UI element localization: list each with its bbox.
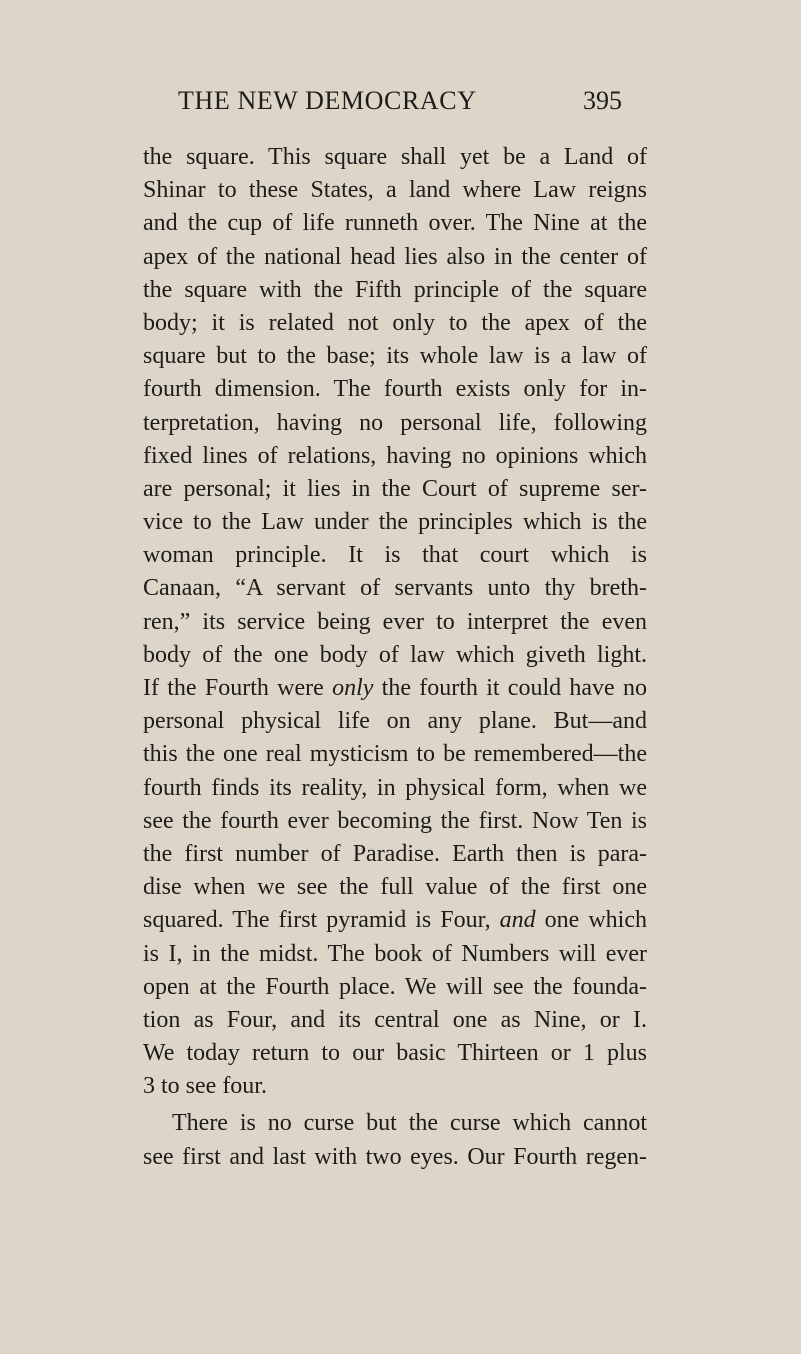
text-segment: one which <box>535 907 647 934</box>
text-line: terpretation, having no personal life, following <box>143 409 647 436</box>
text-line: personal physical life on any plane. But—and <box>143 708 647 735</box>
paragraph-2 <box>143 1107 647 1173</box>
text-line: is I, in the midst. The book of Numbers will ever <box>143 940 647 967</box>
body-text <box>143 141 647 1174</box>
text-line: the square. This square shall yet be a Land of <box>143 144 647 170</box>
text-line: fourth dimension. The fourth exists only for in- <box>143 376 647 403</box>
text-line: apex of the national head lies also in the center of <box>143 243 647 270</box>
text-line: tion as Four, and its central one as Nine, or I. <box>143 1006 647 1033</box>
text-line: the square with the Fifth principle of the square <box>143 276 647 303</box>
text-line: dise when we see the full value of the first one <box>143 874 647 901</box>
text-line: the first number of Paradise. Earth then is para- <box>143 840 647 867</box>
text-line: woman principle. It is that court which is <box>143 542 647 569</box>
running-head: THE NEW DEMOCRACY <box>178 86 477 115</box>
text-segment: the fourth it could have no <box>373 675 647 701</box>
text-line-with-italic <box>143 672 647 705</box>
text-line: are personal; it lies in the Court of supreme ser- <box>143 475 647 502</box>
text-line: this the one real mysticism to be remembered—the <box>143 741 647 768</box>
text-line: Shinar to these States, a land where Law reigns <box>143 177 647 204</box>
text-line: We today return to our basic Thirteen or 1 plus <box>143 1040 647 1067</box>
italic-word: and <box>499 907 536 934</box>
text-line: fourth finds its reality, in physical form, when we <box>143 774 647 801</box>
text-line: body; it is related not only to the apex of the <box>143 309 647 336</box>
text-line: body of the one body of law which giveth light. <box>143 641 647 668</box>
text-line: There is no curse but the curse which cannot <box>172 1110 647 1137</box>
text-line: 3 to see four. <box>143 1073 267 1100</box>
text-line: square but to the base; its whole law is a law of <box>143 343 647 370</box>
text-line: fixed lines of relations, having no opinions which <box>143 442 647 469</box>
text-line: open at the Fourth place. We will see the founda- <box>143 973 647 1000</box>
text-line: ren,” its service being ever to interpret the even <box>143 608 647 635</box>
page-header <box>0 86 801 120</box>
italic-word: only <box>332 675 374 701</box>
text-segment: If the Fourth were <box>143 675 333 701</box>
text-line: Canaan, “A servant of servants unto thy breth- <box>143 575 647 602</box>
text-line-with-italic <box>143 904 647 937</box>
text-line: vice to the Law under the principles which is the <box>143 509 647 536</box>
text-segment: squared. The first pyramid is Four, <box>143 907 500 934</box>
page-number: 395 <box>583 86 622 115</box>
paragraph-1 <box>143 141 647 1103</box>
text-line: see first and last with two eyes. Our Fourth regen- <box>143 1143 647 1170</box>
text-line: and the cup of life runneth over. The Nine at the <box>143 210 647 237</box>
text-line: see the fourth ever becoming the first. Now Ten is <box>143 807 647 834</box>
